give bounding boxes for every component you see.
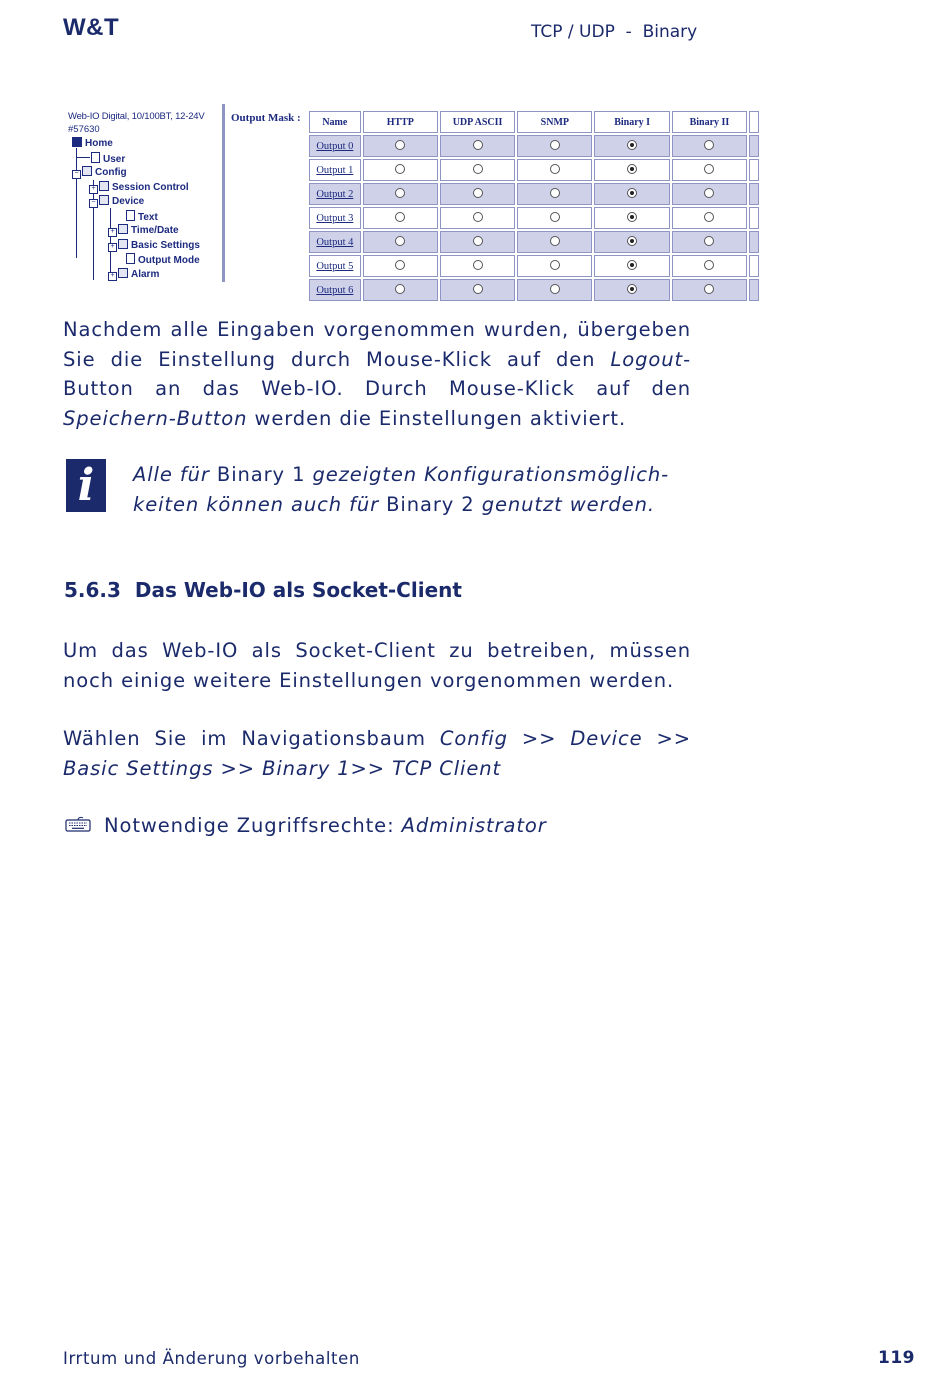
radio-cell (672, 279, 747, 301)
radio-cell (517, 207, 592, 229)
overflow-cell (749, 207, 759, 229)
expand-icon[interactable]: + (108, 243, 117, 252)
column-header: UDP ASCII (440, 111, 515, 133)
radio-button[interactable] (704, 212, 714, 222)
radio-cell (440, 135, 515, 157)
radio-button[interactable] (473, 188, 483, 198)
radio-button[interactable] (395, 236, 405, 246)
keyboard-icon (65, 816, 91, 832)
radio-cell (594, 207, 669, 229)
table-row (309, 279, 759, 301)
tree-item-time-date[interactable]: + Time/Date (108, 224, 179, 237)
output-link[interactable]: Output 3 (309, 207, 361, 229)
brand-logo: W&T (63, 14, 120, 41)
radio-button[interactable] (395, 284, 405, 294)
radio-button[interactable] (704, 260, 714, 270)
radio-cell (440, 255, 515, 277)
overflow-cell (749, 255, 759, 277)
tree-item-output-mode[interactable]: Output Mode (126, 253, 200, 266)
radio-cell (517, 135, 592, 157)
radio-cell (594, 231, 669, 253)
radio-cell (517, 279, 592, 301)
radio-button[interactable] (627, 236, 637, 246)
running-header: TCP / UDP - Binary (531, 22, 698, 42)
info-icon: i (66, 459, 106, 512)
folder-icon (118, 224, 128, 234)
column-header: HTTP (363, 111, 438, 133)
radio-cell (517, 159, 592, 181)
table-row (309, 183, 759, 205)
column-header: SNMP (517, 111, 592, 133)
info-note: Alle für Binary 1 gezeigten Konfigurationsmöglich-keiten können auch für Binary 2 genutzt werden. (133, 463, 670, 516)
radio-button[interactable] (704, 188, 714, 198)
radio-button[interactable] (704, 140, 714, 150)
radio-cell (440, 207, 515, 229)
tree-item-config[interactable]: − Config (72, 166, 127, 179)
radio-button[interactable] (550, 260, 560, 270)
table-row (309, 207, 759, 229)
radio-button[interactable] (473, 284, 483, 294)
tree-item-user[interactable]: User (91, 152, 125, 165)
web-io-screenshot (66, 104, 761, 296)
folder-icon (82, 166, 92, 176)
tree-item-basic-settings[interactable]: + Basic Settings (108, 239, 200, 252)
radio-cell (363, 183, 438, 205)
paragraph-logout: Nachdem alle Eingaben vorgenommen wurden, übergeben Sie die Einstellung durch Mouse-Klick auf den Logout-Button an das Web-IO. Durch Mouse-Klick auf den Speichern-Button werden die Einstellungen aktiviert. (63, 318, 691, 430)
radio-cell (672, 135, 747, 157)
expand-icon[interactable]: + (89, 185, 98, 194)
radio-button[interactable] (627, 164, 637, 174)
tree-item-session-control[interactable]: + Session Control (89, 181, 189, 194)
radio-button[interactable] (550, 236, 560, 246)
document-icon (91, 152, 100, 163)
radio-cell (594, 159, 669, 181)
output-link[interactable]: Output 6 (309, 279, 361, 301)
column-header: Name (309, 111, 361, 133)
radio-button[interactable] (395, 164, 405, 174)
radio-cell (363, 279, 438, 301)
collapse-icon[interactable]: − (72, 170, 81, 179)
radio-cell (517, 231, 592, 253)
radio-cell (363, 207, 438, 229)
radio-button[interactable] (473, 140, 483, 150)
radio-cell (440, 231, 515, 253)
radio-cell (594, 279, 669, 301)
radio-button[interactable] (627, 188, 637, 198)
collapse-icon[interactable]: − (89, 199, 98, 208)
radio-cell (440, 279, 515, 301)
device-name: Web-IO Digital, 10/100BT, 12-24V (68, 111, 205, 122)
overflow-cell (749, 231, 759, 253)
radio-button[interactable] (395, 140, 405, 150)
radio-button[interactable] (395, 260, 405, 270)
radio-cell (594, 183, 669, 205)
tree-item-text[interactable]: Text (126, 210, 158, 223)
radio-button[interactable] (473, 236, 483, 246)
paragraph-navigation: Wählen Sie im Navigationsbaum Config >> Device >> Basic Settings >> Binary 1>> TCP Client (63, 727, 691, 780)
radio-cell (363, 255, 438, 277)
radio-cell (594, 255, 669, 277)
output-link[interactable]: Output 0 (309, 135, 361, 157)
radio-cell (672, 207, 747, 229)
column-header: Binary I (594, 111, 669, 133)
expand-icon[interactable]: + (108, 272, 117, 281)
table-row (309, 231, 759, 253)
tree-item-device[interactable]: − Device (89, 195, 144, 208)
radio-button[interactable] (550, 164, 560, 174)
radio-cell (672, 255, 747, 277)
radio-cell (363, 135, 438, 157)
radio-button[interactable] (473, 164, 483, 174)
output-mask-label: Output Mask : (231, 112, 301, 124)
overflow-cell (749, 183, 759, 205)
table-row (309, 255, 759, 277)
output-link[interactable]: Output 5 (309, 255, 361, 277)
expand-icon[interactable]: + (108, 228, 117, 237)
navigation-tree (66, 104, 224, 282)
frame-splitter[interactable] (222, 104, 225, 282)
alarm-icon (118, 268, 128, 278)
radio-cell (440, 183, 515, 205)
overflow-cell (749, 279, 759, 301)
output-mask-table (307, 109, 761, 303)
output-link[interactable]: Output 2 (309, 183, 361, 205)
radio-button[interactable] (704, 284, 714, 294)
table-row (309, 159, 759, 181)
radio-cell (517, 255, 592, 277)
radio-button[interactable] (627, 284, 637, 294)
radio-button[interactable] (395, 188, 405, 198)
folder-icon (99, 195, 109, 205)
tree-item-alarm[interactable]: + Alarm (108, 268, 159, 281)
document-icon (126, 253, 135, 264)
output-link[interactable]: Output 1 (309, 159, 361, 181)
home-icon (72, 137, 82, 147)
table-row (309, 135, 759, 157)
radio-button[interactable] (704, 164, 714, 174)
folder-icon (99, 181, 109, 191)
radio-cell (672, 183, 747, 205)
radio-button[interactable] (473, 212, 483, 222)
radio-button[interactable] (627, 212, 637, 222)
radio-button[interactable] (550, 188, 560, 198)
overflow-cell (749, 159, 759, 181)
radio-button[interactable] (473, 260, 483, 270)
radio-button[interactable] (627, 260, 637, 270)
section-heading: 5.6.3 Das Web-IO als Socket-Client (64, 578, 462, 602)
column-header-overflow (749, 111, 759, 133)
output-link[interactable]: Output 4 (309, 231, 361, 253)
tree-item-home[interactable]: Home (72, 137, 113, 149)
radio-button[interactable] (395, 212, 405, 222)
device-id: #57630 (68, 124, 100, 135)
radio-cell (672, 231, 747, 253)
radio-button[interactable] (550, 212, 560, 222)
overflow-cell (749, 135, 759, 157)
folder-icon (118, 239, 128, 249)
radio-button[interactable] (550, 140, 560, 150)
radio-cell (594, 135, 669, 157)
radio-button[interactable] (704, 236, 714, 246)
page-number: 119 (878, 1348, 915, 1368)
footer-disclaimer: Irrtum und Änderung vorbehalten (63, 1349, 360, 1368)
paragraph-socket-client: Um das Web-IO als Socket-Client zu betreiben, müssen noch einige weitere Einstellungen vorgenommen werden. (63, 639, 691, 692)
radio-button[interactable] (627, 140, 637, 150)
radio-cell (363, 159, 438, 181)
radio-cell (363, 231, 438, 253)
document-icon (126, 210, 135, 221)
access-rights: Notwendige Zugriffsrechte: Administrator (104, 814, 547, 837)
radio-cell (517, 183, 592, 205)
column-header: Binary II (672, 111, 747, 133)
radio-button[interactable] (550, 284, 560, 294)
radio-cell (440, 159, 515, 181)
radio-cell (672, 159, 747, 181)
